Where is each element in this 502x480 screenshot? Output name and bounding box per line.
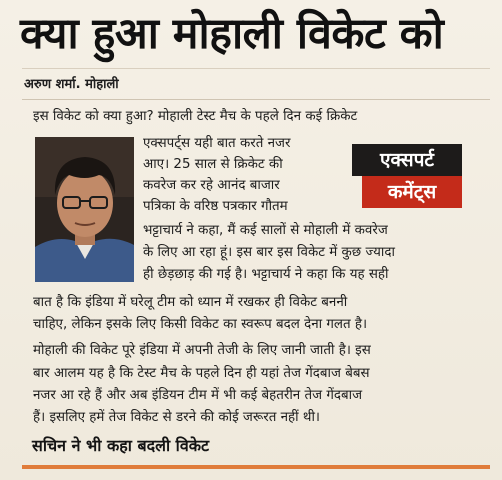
portrait-image xyxy=(35,137,134,282)
article-line: ही छेड़छाड़ की गई है। भट्टाचार्य ने कहा कि यह सही xyxy=(143,267,389,282)
headline: क्या हुआ मोहाली विकेट को xyxy=(20,9,444,59)
author-photo xyxy=(35,137,134,282)
article-line: बार आलम यह है कि टेस्ट मैच के पहले दिन ही यहां तेज गेंदबाज बेबस xyxy=(33,366,370,381)
article-line: चाहिए, लेकिन इसके लिए किसी विकेट का स्वरूप बदल देना गलत है। xyxy=(33,317,368,332)
byline: अरुण शर्मा. मोहाली xyxy=(24,77,119,92)
comments-badge: कमेंट्स xyxy=(362,176,462,208)
article-line: पत्रिका के वरिष्ठ पत्रकार गौतम xyxy=(143,199,288,214)
article-line: एक्सपर्ट्स यही बात करते नजर xyxy=(143,136,291,151)
article-line: बात है कि इंडिया में घरेलू टीम को ध्यान में रखकर ही विकेट बननी xyxy=(33,295,348,310)
expert-badge: एक्सपर्ट xyxy=(352,144,462,176)
accent-bar xyxy=(22,465,490,469)
divider xyxy=(22,99,490,100)
article-line: भट्टाचार्य ने कहा, मैं कई सालों से मोहाली में कवरेज xyxy=(143,223,388,238)
article-line: आए। 25 साल से क्रिकेट की xyxy=(143,157,283,172)
divider xyxy=(22,68,490,69)
article-line: के लिए आ रहा हूं। इस बार इस विकेट में कुछ ज्यादा xyxy=(143,245,395,260)
article-line: कवरेज कर रहे आनंद बाजार xyxy=(143,178,280,193)
article-line: मोहाली की विकेट पूरे इंडिया में अपनी तेजी के लिए जानी जाती है। इस xyxy=(33,343,371,358)
article-line: हैं। इसलिए हमें तेज विकेट से डरने की कोई जरूरत नहीं थी। xyxy=(33,410,320,425)
subheading: सचिन ने भी कहा बदली विकेट xyxy=(32,436,210,455)
article-line: इस विकेट को क्या हुआ? मोहाली टेस्ट मैच के पहले दिन कई क्रिकेट xyxy=(33,109,358,124)
article-line: नजर आ रहे हैं और अब इंडियन टीम में भी कई बेहतरीन तेज गेंदबाज xyxy=(33,388,363,403)
